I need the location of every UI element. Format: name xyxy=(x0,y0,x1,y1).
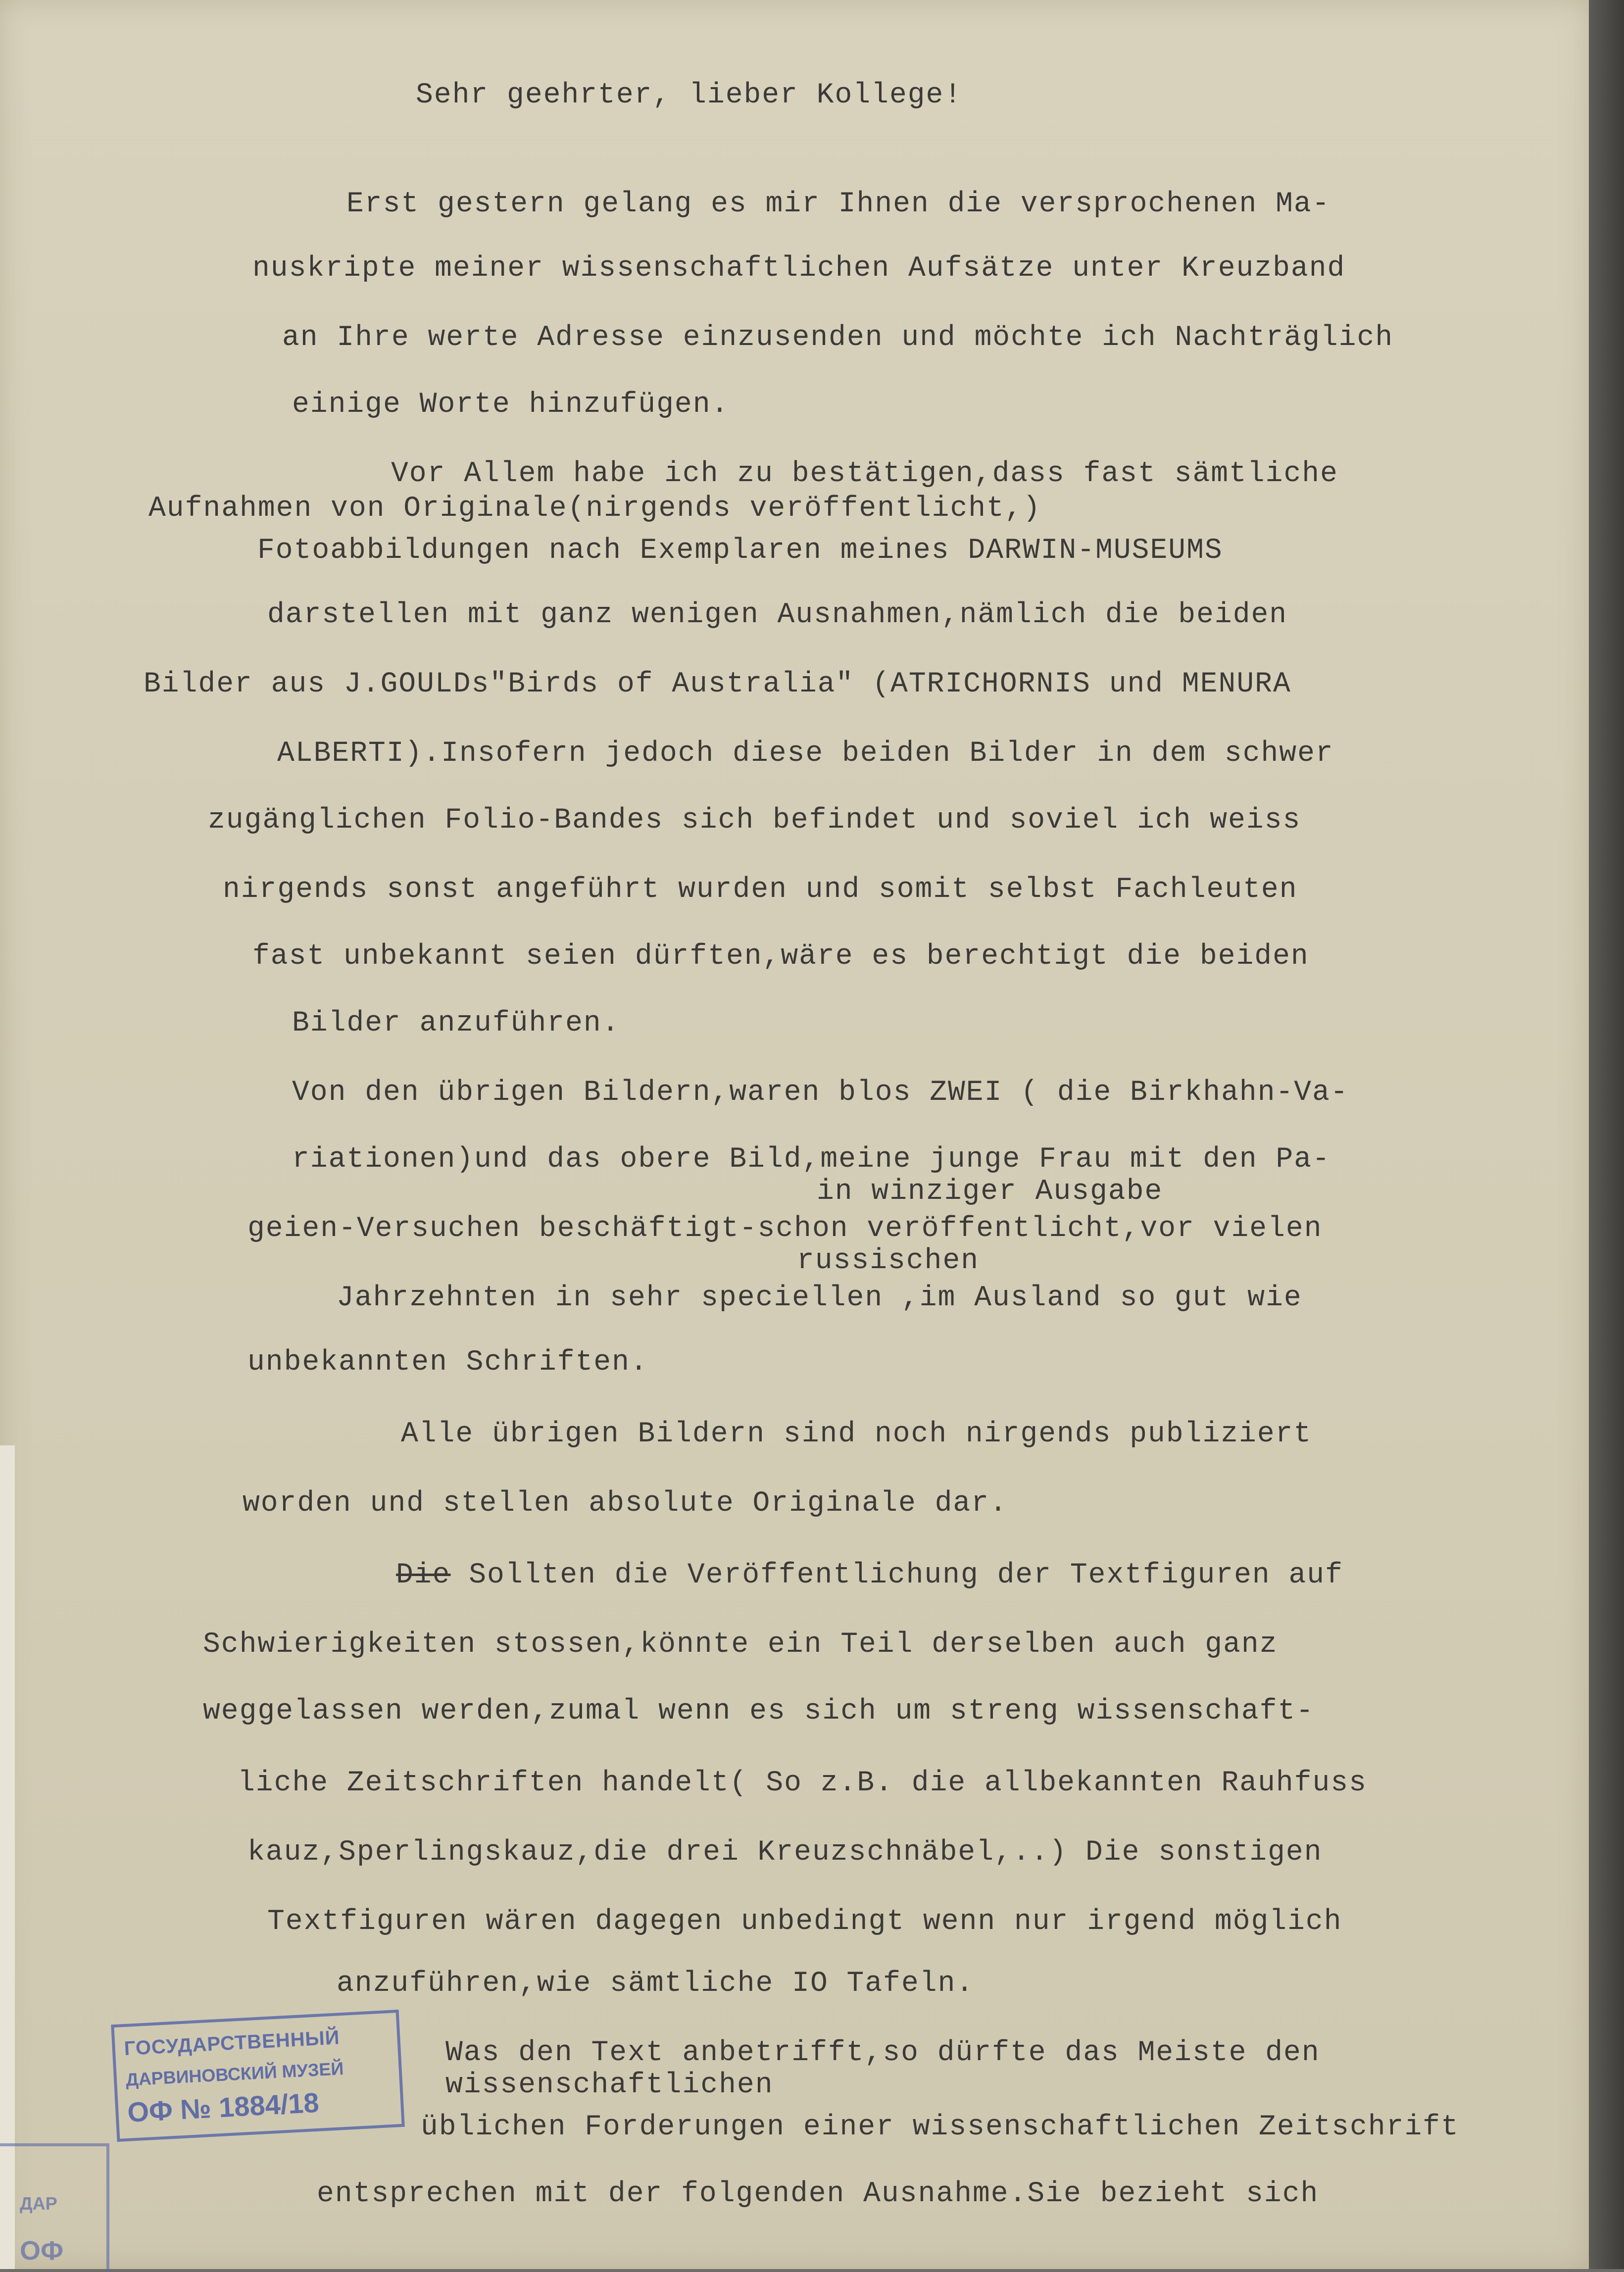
text-line xyxy=(267,1906,1342,1938)
struck-word: Die xyxy=(396,1559,451,1591)
stamp-inventory-number: ОФ № 1884/18 xyxy=(126,2086,320,2128)
text-line: Von den übrigen Bildern,waren blos ZWEI ( die Birkhahn-Va- xyxy=(292,1077,1349,1109)
text-line: ALBERTI).Insofern jedoch diese beiden Bilder in dem schwer xyxy=(277,738,1334,770)
text-line: Schwierigkeiten stossen,könnte ein Teil derselben auch ganz xyxy=(203,1629,1278,1661)
partial-stamp xyxy=(0,2143,109,2272)
text-line: fast unbekannt seien dürften,wäre es berechtigt die beiden xyxy=(252,940,1309,973)
text-line-rest: Sollten die Veröffentlichung der Textfiguren auf xyxy=(469,1559,1343,1591)
text-line-content: anzuführen,wie sämtliche IO Tafeln. xyxy=(337,1968,975,2000)
text-line: Vor Allem habe ich zu bestätigen,dass fast sämtliche xyxy=(391,458,1338,490)
text-line: einige Worte hinzufügen. xyxy=(292,389,730,421)
partial-stamp-line: ОФ xyxy=(20,2236,64,2266)
text-line: liche Zeitschriften handelt( So z.B. die allbekannten Rauhfuss xyxy=(238,1767,1367,1799)
background-edge xyxy=(1589,0,1624,2269)
salutation: Sehr geehrter, lieber Kollege! xyxy=(416,79,963,111)
text-line: Was den Text anbetrifft,so dürfte das Meiste den xyxy=(445,2037,1320,2069)
museum-stamp xyxy=(111,2010,405,2142)
text-line: unbekannten Schriften. xyxy=(247,1346,648,1379)
text-line-insertion: in winziger Ausgabe xyxy=(817,1176,1163,1208)
text-line: worden und stellen absolute Originale dar. xyxy=(243,1487,1008,1520)
text-line: weggelassen werden,zumal wenn es sich um streng wissenschaft- xyxy=(203,1695,1315,1728)
text-line: nuskripte meiner wissenschaftlichen Aufsätze unter Kreuzband xyxy=(252,252,1346,285)
stamp-line: ДАРВИНОВСКИЙ МУЗЕЙ xyxy=(125,2058,344,2090)
text-line: zugänglichen Folio-Bandes sich befindet und soviel ich weiss xyxy=(208,804,1301,837)
text-line-with-strike xyxy=(396,1559,1343,1591)
text-line: Bilder aus J.GOULDs"Birds of Australia" (ATRICHORNIS und MENURA xyxy=(144,668,1291,700)
text-line: kauz,Sperlingskauz,die drei Kreuzschnäbel,..) Die sonstigen xyxy=(247,1836,1323,1869)
text-line-insertion: russischen xyxy=(797,1245,980,1277)
text-line: an Ihre werte Adresse einzusenden und möchte ich Nachträglich xyxy=(282,322,1394,354)
text-line-insertion: wissenschaftlichen xyxy=(445,2069,774,2101)
text-line: darstellen mit ganz wenigen Ausnahmen,nämlich die beiden xyxy=(267,599,1288,631)
stamp-line: ГОСУДАРСТВЕННЫЙ xyxy=(123,2026,341,2060)
text-line: Jahrzehnten in sehr speciellen ,im Ausland so gut wie xyxy=(337,1282,1302,1314)
text-line: Alle übrigen Bildern sind noch nirgends publiziert xyxy=(401,1418,1312,1450)
text-line: riationen)und das obere Bild,meine junge Frau mit den Pa- xyxy=(292,1143,1330,1176)
text-line xyxy=(337,1968,974,2000)
text-line: geien-Versuchen beschäftigt-schon veröffentlicht,vor vielen xyxy=(247,1213,1323,1245)
text-line-content: Textfiguren wären dagegen unbedingt wenn nur irgend möglich xyxy=(267,1906,1342,1938)
text-line: entsprechen mit der folgenden Ausnahme.Sie bezieht sich xyxy=(317,2178,1319,2210)
text-line: Bilder anzuführen. xyxy=(292,1007,620,1039)
text-line: nirgends sonst angeführt wurden und somit selbst Fachleuten xyxy=(223,874,1298,906)
partial-stamp-line: ДАР xyxy=(20,2193,57,2214)
text-line: Aufnahmen von Originale(nirgends veröffentlicht,) xyxy=(148,493,1041,525)
text-line: üblichen Forderungen einer wissenschaftlichen Zeitschrift xyxy=(421,2111,1459,2143)
text-line: Fotoabbildungen nach Exemplaren meines DARWIN-MUSEUMS xyxy=(257,535,1223,567)
text-line: Erst gestern gelang es mir Ihnen die versprochenen Ma- xyxy=(346,188,1330,220)
